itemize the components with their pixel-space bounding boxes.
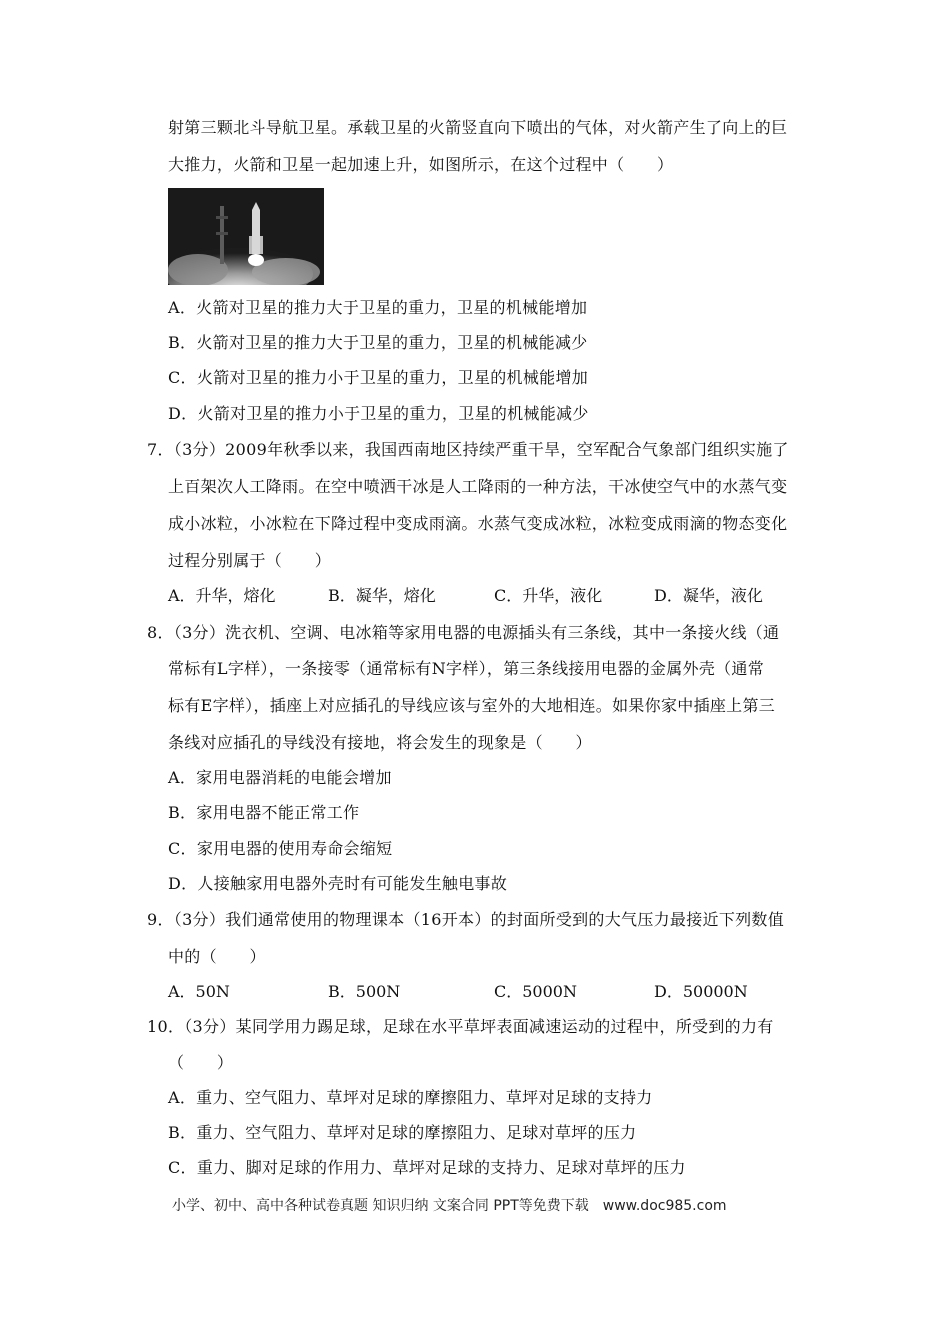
- q8-stem-line-2: 常标有L字样），一条接零（通常标有N字样），第三条线接用电器的金属外壳（通常: [168, 659, 765, 678]
- q8-option-c: C．家用电器的使用寿命会缩短: [168, 839, 393, 858]
- q7-stem-line-3: 成小冰粒，小冰粒在下降过程中变成雨滴。水蒸气变成冰粒，冰粒变成雨滴的物态变化: [168, 514, 788, 533]
- q6-option-c: C．火箭对卫星的推力小于卫星的重力，卫星的机械能增加: [168, 368, 589, 387]
- q9-option-d: D．50000N: [654, 982, 748, 1001]
- q6-option-a: A．火箭对卫星的推力大于卫星的重力，卫星的机械能增加: [168, 298, 588, 317]
- q9-stem-line-1: 9．（3分）我们通常使用的物理课本（16开本）的封面所受到的大气压力最接近下列数值: [147, 910, 785, 929]
- q6-option-b: B．火箭对卫星的推力大于卫星的重力，卫星的机械能减少: [168, 333, 588, 352]
- q7-option-b: B．凝华，熔化: [328, 586, 436, 605]
- q8-option-b: B．家用电器不能正常工作: [168, 803, 360, 822]
- q7-option-c: C．升华，液化: [494, 586, 603, 605]
- q10-stem-line-2: （ ）: [168, 1053, 234, 1072]
- q6-stem-line-1: 射第三颗北斗导航卫星。承载卫星的火箭竖直向下喷出的气体，对火箭产生了向上的巨: [168, 118, 788, 137]
- q9-option-a: A．50N: [168, 982, 230, 1001]
- q9-option-b: B．500N: [328, 982, 401, 1001]
- q6-option-d: D．火箭对卫星的推力小于卫星的重力，卫星的机械能减少: [168, 404, 589, 423]
- q9-stem-line-2: 中的（ ）: [168, 947, 266, 966]
- q10-stem-line-1: 10．（3分）某同学用力踢足球，足球在水平草坪表面减速运动的过程中，所受到的力有: [147, 1017, 774, 1036]
- q8-stem-line-4: 条线对应插孔的导线没有接地，将会发生的现象是（ ）: [168, 733, 592, 752]
- q7-stem-line-2: 上百架次人工降雨。在空中喷洒干冰是人工降雨的一种方法，干冰使空气中的水蒸气变: [168, 477, 788, 496]
- q8-stem-line-3: 标有E字样），插座上对应插孔的导线应该与室外的大地相连。如果你家中插座上第三: [168, 696, 776, 715]
- q7-option-a: A．升华，熔化: [168, 586, 276, 605]
- q8-option-a: A．家用电器消耗的电能会增加: [168, 768, 392, 787]
- q7-stem-line-1: 7．（3分）2009年秋季以来，我国西南地区持续严重干旱，空军配合气象部门组织实施了: [147, 440, 789, 459]
- q10-option-b: B．重力、空气阻力、草坪对足球的摩擦阻力、足球对草坪的压力: [168, 1123, 637, 1142]
- q8-option-d: D．人接触家用电器外壳时有可能发生触电事故: [168, 874, 508, 893]
- q10-option-c: C．重力、脚对足球的作用力、草坪对足球的支持力、足球对草坪的压力: [168, 1158, 686, 1177]
- q7-stem-line-4: 过程分别属于（ ）: [168, 551, 332, 570]
- q9-option-c: C．5000N: [494, 982, 577, 1001]
- q7-option-d: D．凝华，液化: [654, 586, 763, 605]
- rocket-launch-photo: [168, 188, 324, 285]
- q10-option-a: A．重力、空气阻力、草坪对足球的摩擦阻力、草坪对足球的支持力: [168, 1088, 653, 1107]
- q8-stem-line-1: 8．（3分）洗衣机、空调、电冰箱等家用电器的电源插头有三条线，其中一条接火线（通: [147, 623, 780, 642]
- footer-ad-text: 小学、初中、高中各种试卷真题 知识归纳 文案合同 PPT等免费下载 www.doc985.com: [172, 1198, 727, 1214]
- q6-stem-line-2: 大推力，火箭和卫星一起加速上升，如图所示，在这个过程中（ ）: [168, 155, 674, 174]
- rocket-launch-image: [168, 188, 324, 285]
